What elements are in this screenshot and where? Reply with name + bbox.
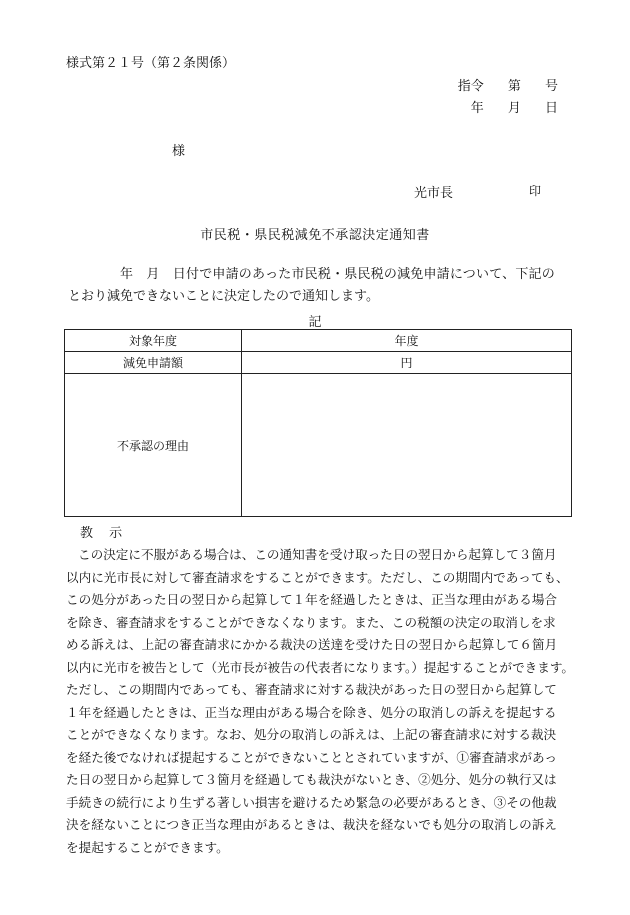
notice-line: を提起することができます。 [66,839,229,855]
notice-line: 以内に光市長に対して審査請求をすることができます。ただし、この期間内であっても、 [66,569,569,585]
row-label-application-amount: 減免申請額 [65,352,242,374]
notice-line: 以内に光市を被告として（光市長が被告の代表者になります。）提起することができます。 [66,659,575,675]
notice-line: この処分があった日の翌日から起算して１年を経過したときは、正当な理由がある場合 [66,592,558,607]
row-label-rejection-reason: 不承認の理由 [65,374,242,517]
date-line: 年 月 日 [470,101,558,116]
notice-line: 手続きの続行により生ずる著しい損害を避けるため緊急の必要があるとき、③その他裁 [66,794,557,810]
addressee-suffix: 様 [172,144,186,159]
intro-line-1: 年 月 日付で申請のあった市民税・県民税の減免申請について、下記の [120,267,555,282]
table-row [65,330,572,352]
notice-line: める訴えは、上記の審査請求にかかる裁決の送達を受けた日の翌日から起算して６箇月 [66,637,558,652]
table-row [65,352,572,374]
sender-name: 光市長 [414,186,454,201]
row-value-application-amount: 円 [242,352,572,374]
notice-line: ことができなくなります。なお、処分の取消しの訴えは、上記の審査請求に対する裁決 [66,727,557,742]
intro-paragraph [68,264,568,308]
row-value-target-year: 年度 [242,330,572,352]
seal-mark: 印 [529,184,542,198]
notice-line: 決を経ないことにつき正当な理由があるときは、裁決を経ないでも処分の取消しの訴え [66,817,557,832]
details-table [64,329,572,517]
document-title: 市民税・県民税減免不承認決定通知書 [200,228,430,243]
notice-line: この決定に不服がある場合は、この通知書を受け取った日の翌日から起算して３箇月 [78,547,557,562]
notice-line: た日の翌日から起算して３箇月を経過しても裁決がないとき、②処分、処分の執行又は [66,772,557,787]
notice-line: １年を経過したときは、正当な理由がある場合を除き、処分の取消しの訴えを提起する [66,704,557,720]
notice-line: ただし、この期間内であっても、審査請求に対する裁決があった日の翌日から起算して [66,682,557,697]
ki-heading: 記 [308,315,322,330]
notice-line: を経た後でなければ提起することができないこととされていますが、①審査請求があっ [66,749,558,765]
row-label-target-year: 対象年度 [65,330,242,352]
notice-heading: 教 示 [80,526,129,541]
notice-body [66,544,575,859]
row-value-rejection-reason [242,374,572,517]
form-number: 様式第２１号（第２条関係） [66,56,236,71]
reference-number-line: 指令 第 号 [457,79,558,94]
table-row [65,374,572,517]
notice-line: を除き、審査請求をすることができなくなります。また、この税額の決定の取消しを求 [66,614,556,630]
intro-line-2: とおり減免できないことに決定したので通知します。 [68,289,379,304]
